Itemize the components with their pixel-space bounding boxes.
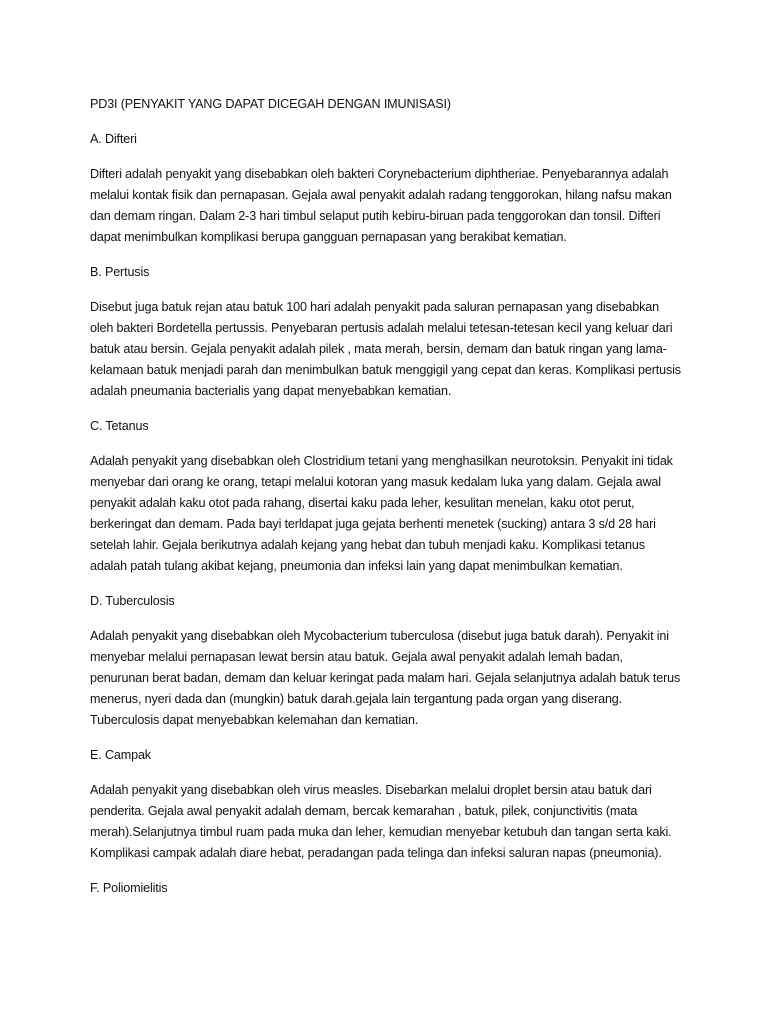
section-heading-tetanus: C. Tetanus: [90, 419, 149, 433]
section-body-tuberculosis: Adalah penyakit yang disebabkan oleh Mycobacterium tuberculosa (disebut juga batuk darah). Penyakit ini menyebar melalui pernapasan lewat bersin atau batuk. Gejala awal penyakit adalah lemah badan, penurunan berat badan, demam dan keluar keringat pada malam hari. Gejala selanjutnya adalah batuk terus menerus, nyeri dada dan (mungkin) batuk darah.gejala lain tergantung pada organ yang diserang. Tuberculosis dapat menyebabkan kelemahan dan kematian.: [90, 629, 681, 727]
section-heading-campak: E. Campak: [90, 748, 151, 762]
section-heading-tuberculosis: D. Tuberculosis: [90, 594, 175, 608]
section-heading-pertusis: B. Pertusis: [90, 265, 150, 279]
section-body-campak: Adalah penyakit yang disebabkan oleh virus measles. Disebarkan melalui droplet bersin atau batuk dari penderita. Gejala awal penyakit adalah demam, bercak kemarahan , batuk, pilek, conjunctivitis (mata merah).Selanjutnya timbul ruam pada muka dan leher, kemudian menyebar ketubuh dan tangan serta kaki. Komplikasi campak adalah diare hebat, peradangan pada telinga dan infeksi saluran napas (pneumonia).: [90, 783, 672, 860]
section-heading-poliomielitis: F. Poliomielitis: [90, 881, 168, 895]
section-heading-difteri: A. Difteri: [90, 132, 137, 146]
document-title: PD3I (PENYAKIT YANG DAPAT DICEGAH DENGAN IMUNISASI): [90, 97, 451, 111]
section-body-tetanus: Adalah penyakit yang disebabkan oleh Clostridium tetani yang menghasilkan neurotoksin. Penyakit ini tidak menyebar dari orang ke orang, tetapi melalui kotoran yang masuk kedalam luka yang dalam. Gejala awal penyakit adalah kaku otot pada rahang, disertai kaku pada leher, kesulitan menelan, kaku otot perut, berkeringat dan demam. Pada bayi terldapat juga gejata berhenti menetek (sucking) antara 3 s/d 28 hari setelah lahir. Gejala berikutnya adalah kejang yang hebat dan tubuh menjadi kaku. Komplikasi tetanus adalah patah tulang akibat kejang, pneumonia dan infeksi lain yang dapat menimbulkan kematian.: [90, 454, 673, 573]
section-body-pertusis: Disebut juga batuk rejan atau batuk 100 hari adalah penyakit pada saluran pernapasan yang disebabkan oleh bakteri Bordetella pertussis. Penyebaran pertusis adalah melalui tetesan-tetesan kecil yang keluar dari batuk atau bersin. Gejala penyakit adalah pilek , mata merah, bersin, demam dan batuk ringan yang lama-kelamaan batuk menjadi parah dan menimbulkan batuk menggigil yang cepat dan keras. Komplikasi pertusis adalah pneumania bacterialis yang dapat menyebabkan kematian.: [90, 300, 681, 398]
section-body-difteri: Difteri adalah penyakit yang disebabkan oleh bakteri Corynebacterium diphtheriae. Penyebarannya adalah melalui kontak fisik dan pernapasan. Gejala awal penyakit adalah radang tenggorokan, hilang nafsu makan dan demam ringan. Dalam 2-3 hari timbul selaput putih kebiru-biruan pada tenggorokan dan tonsil. Difteri dapat menimbulkan komplikasi berupa gangguan pernapasan yang berakibat kematian.: [90, 167, 672, 244]
document-content: [90, 94, 682, 913]
